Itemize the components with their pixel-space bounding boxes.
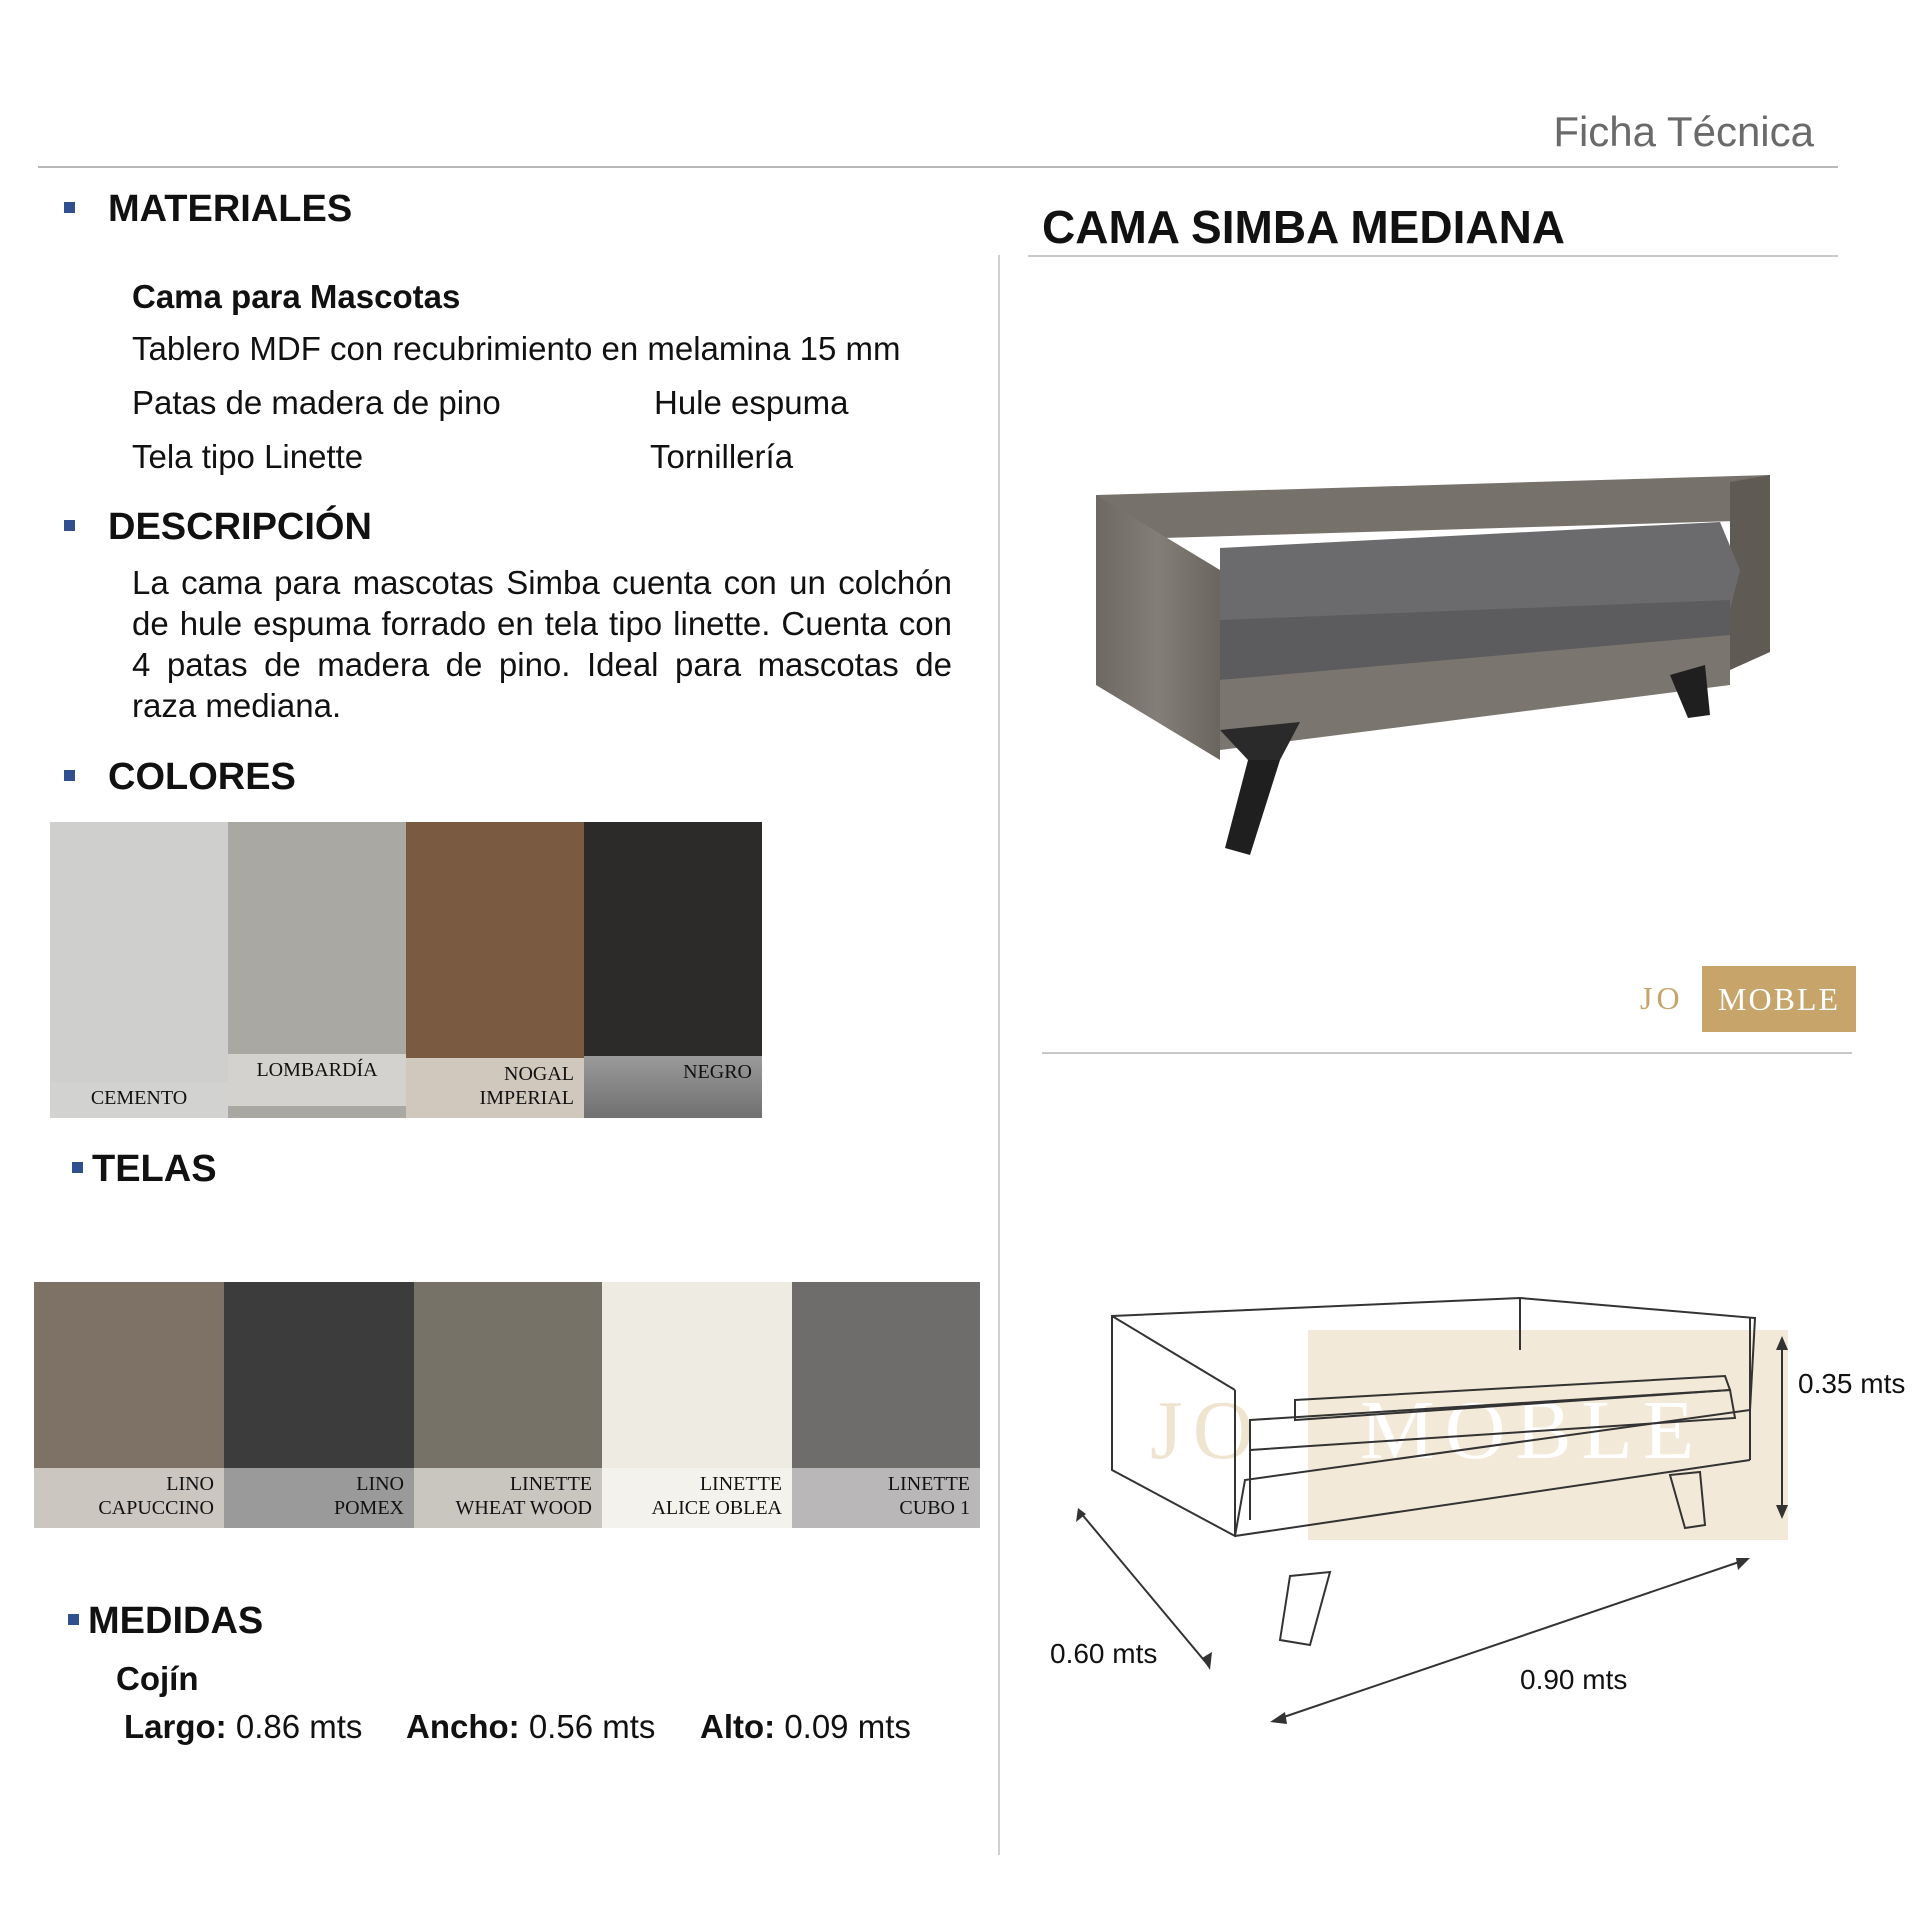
fabric-label: LINO POMEX <box>224 1468 414 1528</box>
telas-swatch-strip <box>34 1282 980 1528</box>
largo-label: Largo: <box>124 1708 227 1745</box>
color-swatch-nogal-imperial[interactable] <box>406 822 584 1118</box>
medida-alto <box>700 1708 911 1746</box>
bullet-icon <box>64 202 75 213</box>
largo-value: 0.86 mts <box>235 1708 363 1745</box>
alto-value: 0.09 mts <box>784 1708 911 1745</box>
color-swatch-cemento[interactable] <box>50 822 228 1118</box>
watermark-text-left: JO <box>1150 1384 1264 1477</box>
dimension-width: 0.90 mts <box>1520 1664 1628 1695</box>
fabric-swatch-lino-pomex[interactable] <box>224 1282 414 1528</box>
ancho-label: Ancho: <box>406 1708 520 1745</box>
bullet-icon <box>64 770 75 781</box>
materiales-line3-right: Tornillería <box>650 438 794 475</box>
fabric-label: LINETTE ALICE OBLEA <box>602 1468 792 1528</box>
fabric-label: LINETTE WHEAT WOOD <box>414 1468 602 1528</box>
dimension-diagram <box>1040 1280 1920 1740</box>
brand-logo-right: MOBLE <box>1702 966 1856 1032</box>
section-divider <box>1042 1052 1852 1054</box>
medidas-heading: MEDIDAS <box>88 1600 264 1642</box>
watermark-text-right: MOBLE <box>1360 1384 1704 1477</box>
medida-largo <box>124 1708 362 1746</box>
medida-ancho <box>406 1708 655 1746</box>
bullet-icon <box>68 1614 79 1625</box>
fabric-swatch-linette-cubo-1[interactable] <box>792 1282 980 1528</box>
fabric-label: LINO CAPUCCINO <box>34 1468 224 1528</box>
materiales-line3-left: Tela tipo Linette <box>132 438 364 475</box>
bullet-icon <box>64 520 75 531</box>
dimension-height: 0.35 mts <box>1798 1368 1906 1399</box>
materiales-line1: Tablero MDF con recubrimiento en melamina 15 mm <box>132 330 901 367</box>
color-label: CEMENTO <box>50 1082 228 1118</box>
fabric-swatch-linette-wheat-wood[interactable] <box>414 1282 602 1528</box>
fabric-label: LINETTE CUBO 1 <box>792 1468 980 1528</box>
medidas-subtitle: Cojín <box>116 1660 199 1697</box>
brand-logo <box>1640 966 1856 1032</box>
header-divider <box>38 166 1838 168</box>
product-title-divider <box>1028 255 1838 257</box>
color-label: LOMBARDÍA <box>228 1054 406 1106</box>
materiales-line2-left: Patas de madera de pino <box>132 384 501 421</box>
product-title: CAMA SIMBA MEDIANA <box>1042 201 1566 253</box>
descripcion-text: La cama para mascotas Simba cuenta con un colchón de hule espuma forrado en tela tipo linette. Cuenta con 4 patas de madera de pino. Ideal para mascotas de raza mediana. <box>132 564 952 724</box>
color-swatch-negro[interactable] <box>584 822 762 1118</box>
fabric-swatch-lino-capuccino[interactable] <box>34 1282 224 1528</box>
dimension-depth: 0.60 mts <box>1050 1638 1158 1669</box>
materiales-subtitle: Cama para Mascotas <box>132 278 461 315</box>
materiales-line2-right: Hule espuma <box>654 384 849 421</box>
document-type-title: Ficha Técnica <box>1553 108 1814 155</box>
color-label: NEGRO <box>584 1056 762 1118</box>
product-photo <box>1080 460 1780 860</box>
ancho-value: 0.56 mts <box>528 1708 656 1745</box>
telas-heading: TELAS <box>92 1148 217 1190</box>
materiales-heading: MATERIALES <box>108 188 353 230</box>
brand-logo-left: JO <box>1640 980 1684 1016</box>
column-divider <box>998 255 1000 1855</box>
descripcion-heading: DESCRIPCIÓN <box>108 506 372 548</box>
fabric-swatch-linette-alice-oblea[interactable] <box>602 1282 792 1528</box>
colores-heading: COLORES <box>108 756 296 798</box>
color-label: NOGAL IMPERIAL <box>406 1058 584 1118</box>
alto-label: Alto: <box>700 1708 776 1745</box>
bullet-icon <box>72 1162 83 1173</box>
colores-swatch-strip <box>50 822 762 1118</box>
color-swatch-lombardia[interactable] <box>228 822 406 1118</box>
